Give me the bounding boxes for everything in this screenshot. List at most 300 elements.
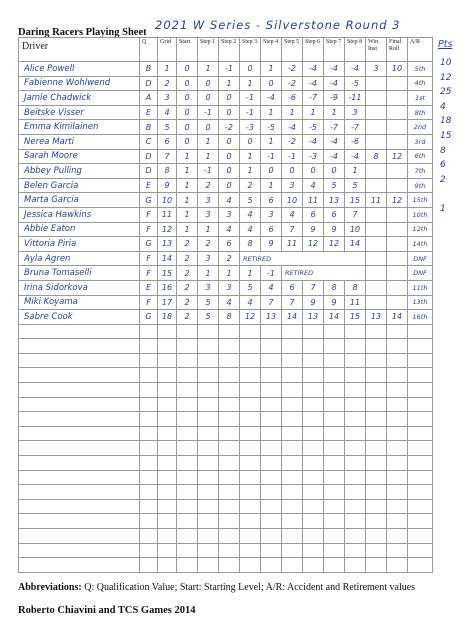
- empty-cell: [303, 543, 324, 558]
- table-cell: 12: [240, 310, 261, 325]
- empty-cell: [219, 412, 240, 427]
- points-value: 10: [440, 58, 452, 68]
- empty-cell: [303, 397, 324, 412]
- driver-name: Miki Koyama: [19, 295, 140, 310]
- table-cell: 2: [198, 178, 219, 193]
- empty-cell: [282, 456, 303, 471]
- table-cell: 14: [387, 310, 408, 325]
- table-cell: [387, 295, 408, 310]
- empty-cell: [177, 499, 198, 514]
- driver-name: Jamie Chadwick: [19, 91, 140, 106]
- table-cell: 2: [177, 295, 198, 310]
- table-cell: -5: [345, 76, 366, 91]
- table-cell: 3: [219, 280, 240, 295]
- empty-cell: [387, 470, 408, 485]
- empty-cell: [19, 558, 140, 573]
- table-cell: [366, 164, 387, 179]
- empty-cell: [303, 499, 324, 514]
- empty-cell: [303, 324, 324, 339]
- empty-cell: [158, 485, 177, 500]
- empty-cell: [324, 499, 345, 514]
- empty-cell: [345, 397, 366, 412]
- empty-cell: [345, 426, 366, 441]
- empty-cell: [282, 412, 303, 427]
- table-cell: 5th: [408, 62, 433, 77]
- points-value: 18: [440, 116, 452, 127]
- table-cell: 16th: [408, 310, 433, 325]
- empty-cell: [240, 441, 261, 456]
- table-cell: 1: [345, 164, 366, 179]
- empty-cell: [366, 383, 387, 398]
- empty-cell: [282, 529, 303, 544]
- empty-cell: [387, 383, 408, 398]
- table-row: [19, 295, 433, 310]
- empty-cell: [366, 529, 387, 544]
- empty-row: [19, 514, 433, 529]
- column-header: Step 7: [324, 38, 345, 62]
- driver-name: Bruna Tomaselli: [19, 266, 140, 281]
- table-cell: 16: [158, 280, 177, 295]
- table-cell: 0: [198, 76, 219, 91]
- empty-cell: [219, 353, 240, 368]
- table-cell: 3: [366, 62, 387, 77]
- empty-cell: [158, 368, 177, 383]
- empty-cell: [198, 324, 219, 339]
- empty-cell: [387, 368, 408, 383]
- empty-cell: [387, 558, 408, 573]
- empty-cell: [240, 339, 261, 354]
- empty-cell: [240, 383, 261, 398]
- table-cell: 14: [324, 310, 345, 325]
- table-row: [19, 62, 433, 77]
- empty-cell: [345, 353, 366, 368]
- table-cell: 13: [261, 310, 282, 325]
- table-cell: 15th: [408, 193, 433, 208]
- empty-cell: [240, 514, 261, 529]
- empty-cell: [198, 529, 219, 544]
- points-value: 6: [440, 160, 446, 171]
- column-header: Step 3: [240, 38, 261, 62]
- empty-cell: [303, 441, 324, 456]
- table-cell: -3: [240, 120, 261, 135]
- table-cell: 15: [345, 193, 366, 208]
- empty-cell: [240, 426, 261, 441]
- table-cell: F: [140, 251, 158, 266]
- table-row: [19, 134, 433, 149]
- empty-cell: [303, 412, 324, 427]
- empty-cell: [19, 529, 140, 544]
- empty-cell: [345, 383, 366, 398]
- retired-note: RETIRED: [282, 266, 366, 281]
- empty-cell: [140, 558, 158, 573]
- empty-cell: [140, 383, 158, 398]
- empty-cell: [140, 368, 158, 383]
- handwritten-race-title: 2021 W Series - Silverstone Round 3: [155, 18, 401, 32]
- table-cell: 12th: [408, 222, 433, 237]
- empty-cell: [345, 514, 366, 529]
- table-cell: -1: [240, 105, 261, 120]
- table-cell: 1: [177, 164, 198, 179]
- empty-cell: [366, 324, 387, 339]
- table-cell: B: [140, 62, 158, 77]
- empty-cell: [240, 412, 261, 427]
- empty-cell: [158, 353, 177, 368]
- empty-cell: [19, 368, 140, 383]
- empty-cell: [177, 441, 198, 456]
- empty-cell: [282, 485, 303, 500]
- empty-cell: [240, 456, 261, 471]
- empty-row: [19, 485, 433, 500]
- table-cell: 3rd: [408, 134, 433, 149]
- empty-cell: [140, 456, 158, 471]
- empty-cell: [408, 353, 433, 368]
- empty-cell: [240, 543, 261, 558]
- points-value: 25: [440, 87, 452, 98]
- empty-cell: [408, 558, 433, 573]
- empty-cell: [282, 426, 303, 441]
- empty-cell: [158, 514, 177, 529]
- table-cell: 11: [158, 207, 177, 222]
- table-cell: 5: [198, 310, 219, 325]
- empty-cell: [198, 543, 219, 558]
- table-cell: 3: [282, 178, 303, 193]
- table-cell: 1: [261, 62, 282, 77]
- table-row: [19, 222, 433, 237]
- table-cell: 0: [282, 164, 303, 179]
- table-cell: 8th: [408, 105, 433, 120]
- table-cell: 8: [345, 280, 366, 295]
- driver-name: Jessica Hawkins: [19, 207, 140, 222]
- table-row: [19, 164, 433, 179]
- empty-cell: [240, 529, 261, 544]
- table-cell: 12: [303, 237, 324, 252]
- table-cell: E: [140, 178, 158, 193]
- empty-cell: [140, 426, 158, 441]
- table-cell: -4: [345, 149, 366, 164]
- driver-name: Alice Powell: [19, 62, 140, 77]
- table-cell: 6: [303, 207, 324, 222]
- empty-cell: [140, 324, 158, 339]
- table-cell: -3: [303, 149, 324, 164]
- table-cell: -4: [261, 91, 282, 106]
- empty-cell: [366, 514, 387, 529]
- empty-cell: [387, 353, 408, 368]
- empty-cell: [177, 543, 198, 558]
- points-value: 8: [440, 145, 446, 156]
- table-cell: 0: [177, 62, 198, 77]
- empty-cell: [261, 470, 282, 485]
- empty-cell: [345, 339, 366, 354]
- table-row: [19, 76, 433, 91]
- empty-cell: [366, 543, 387, 558]
- empty-cell: [282, 397, 303, 412]
- table-cell: 18: [158, 310, 177, 325]
- table-cell: 1: [240, 149, 261, 164]
- column-header: Step 4: [261, 38, 282, 62]
- driver-name: Marta Garcia: [19, 193, 140, 208]
- table-cell: 2: [177, 280, 198, 295]
- empty-cell: [408, 397, 433, 412]
- table-cell: 4: [219, 193, 240, 208]
- empty-cell: [345, 558, 366, 573]
- table-cell: 13th: [408, 295, 433, 310]
- empty-cell: [261, 426, 282, 441]
- table-cell: [366, 251, 387, 266]
- empty-cell: [261, 412, 282, 427]
- table-cell: [366, 91, 387, 106]
- empty-cell: [219, 368, 240, 383]
- empty-cell: [198, 514, 219, 529]
- table-cell: [387, 237, 408, 252]
- table-cell: -7: [345, 120, 366, 135]
- table-cell: 3: [198, 251, 219, 266]
- table-cell: 1: [261, 134, 282, 149]
- table-cell: [366, 76, 387, 91]
- empty-cell: [345, 485, 366, 500]
- empty-cell: [408, 324, 433, 339]
- driver-name: Emma Kimilainen: [19, 120, 140, 135]
- empty-cell: [177, 514, 198, 529]
- table-row: [19, 237, 433, 252]
- empty-cell: [158, 324, 177, 339]
- table-row: [19, 120, 433, 135]
- empty-cell: [324, 339, 345, 354]
- empty-cell: [198, 412, 219, 427]
- table-cell: 4: [303, 178, 324, 193]
- empty-cell: [19, 383, 140, 398]
- driver-name: Beitske Visser: [19, 105, 140, 120]
- empty-cell: [324, 353, 345, 368]
- table-cell: -1: [261, 149, 282, 164]
- table-cell: 12: [387, 149, 408, 164]
- table-cell: 4: [282, 207, 303, 222]
- table-cell: 1: [261, 105, 282, 120]
- table-cell: -6: [345, 134, 366, 149]
- empty-cell: [158, 543, 177, 558]
- table-cell: 6: [324, 207, 345, 222]
- table-cell: -11: [345, 91, 366, 106]
- table-cell: 7: [282, 295, 303, 310]
- table-cell: -6: [282, 91, 303, 106]
- empty-cell: [366, 368, 387, 383]
- empty-cell: [198, 456, 219, 471]
- empty-cell: [303, 383, 324, 398]
- empty-cell: [177, 324, 198, 339]
- table-cell: -4: [303, 76, 324, 91]
- table-cell: 4th: [408, 76, 433, 91]
- empty-cell: [219, 514, 240, 529]
- empty-cell: [261, 441, 282, 456]
- table-cell: 1: [177, 178, 198, 193]
- empty-cell: [177, 558, 198, 573]
- table-cell: 2nd: [408, 120, 433, 135]
- table-cell: 2: [177, 251, 198, 266]
- table-cell: 11: [303, 193, 324, 208]
- table-cell: 7: [261, 295, 282, 310]
- empty-cell: [261, 456, 282, 471]
- table-cell: 0: [177, 91, 198, 106]
- empty-cell: [140, 499, 158, 514]
- empty-cell: [408, 470, 433, 485]
- table-cell: [366, 237, 387, 252]
- table-cell: 7: [158, 149, 177, 164]
- empty-cell: [219, 499, 240, 514]
- empty-row: [19, 324, 433, 339]
- table-cell: -5: [261, 120, 282, 135]
- empty-cell: [158, 558, 177, 573]
- empty-cell: [282, 324, 303, 339]
- table-cell: 0: [219, 105, 240, 120]
- table-cell: 4: [240, 222, 261, 237]
- table-cell: 6: [219, 237, 240, 252]
- empty-cell: [282, 470, 303, 485]
- empty-cell: [324, 397, 345, 412]
- table-cell: 9th: [408, 178, 433, 193]
- empty-cell: [324, 470, 345, 485]
- table-cell: 5: [345, 178, 366, 193]
- table-cell: [366, 222, 387, 237]
- empty-cell: [261, 324, 282, 339]
- driver-name: Belen Garcia: [19, 178, 140, 193]
- empty-cell: [324, 514, 345, 529]
- table-cell: 14: [282, 310, 303, 325]
- abbreviations-note: [18, 582, 415, 593]
- empty-cell: [366, 426, 387, 441]
- empty-row: [19, 412, 433, 427]
- table-row: [19, 207, 433, 222]
- table-cell: 8: [158, 164, 177, 179]
- empty-cell: [240, 397, 261, 412]
- table-cell: 5: [158, 120, 177, 135]
- table-cell: 15: [158, 266, 177, 281]
- table-cell: 5: [240, 280, 261, 295]
- table-row: [19, 91, 433, 106]
- empty-cell: [345, 412, 366, 427]
- empty-cell: [408, 412, 433, 427]
- column-header: Win Inst: [366, 38, 387, 62]
- table-cell: -1: [261, 266, 282, 281]
- sheet-title: Daring Racers Playing Sheet: [18, 27, 147, 38]
- empty-cell: [387, 543, 408, 558]
- empty-cell: [19, 485, 140, 500]
- table-cell: D: [140, 76, 158, 91]
- empty-cell: [324, 368, 345, 383]
- empty-cell: [261, 485, 282, 500]
- table-cell: 5: [240, 193, 261, 208]
- table-cell: [366, 120, 387, 135]
- empty-cell: [19, 397, 140, 412]
- driver-name: Vittoria Piria: [19, 237, 140, 252]
- table-cell: [366, 295, 387, 310]
- empty-cell: [303, 339, 324, 354]
- empty-cell: [261, 543, 282, 558]
- empty-cell: [261, 383, 282, 398]
- table-cell: 9: [303, 295, 324, 310]
- points-header: Pts: [438, 39, 453, 50]
- table-cell: 1: [240, 164, 261, 179]
- table-cell: 0: [177, 120, 198, 135]
- empty-cell: [282, 514, 303, 529]
- empty-cell: [140, 514, 158, 529]
- table-cell: 4: [261, 280, 282, 295]
- table-cell: 2: [177, 237, 198, 252]
- table-cell: 13: [366, 310, 387, 325]
- column-header: Final Roll: [387, 38, 408, 62]
- table-cell: -4: [282, 120, 303, 135]
- empty-cell: [366, 397, 387, 412]
- empty-cell: [19, 412, 140, 427]
- table-cell: 8: [366, 149, 387, 164]
- table-cell: 12: [387, 193, 408, 208]
- table-cell: 1: [198, 62, 219, 77]
- table-cell: G: [140, 237, 158, 252]
- empty-row: [19, 558, 433, 573]
- table-cell: 9: [158, 178, 177, 193]
- empty-cell: [408, 383, 433, 398]
- table-cell: [387, 266, 408, 281]
- table-cell: 0: [324, 164, 345, 179]
- empty-cell: [261, 368, 282, 383]
- empty-cell: [158, 339, 177, 354]
- empty-cell: [303, 485, 324, 500]
- table-cell: -7: [324, 120, 345, 135]
- empty-cell: [198, 499, 219, 514]
- empty-cell: [19, 514, 140, 529]
- empty-cell: [366, 353, 387, 368]
- empty-cell: [408, 368, 433, 383]
- empty-cell: [282, 558, 303, 573]
- empty-cell: [219, 324, 240, 339]
- empty-cell: [387, 514, 408, 529]
- results-table: [18, 37, 433, 573]
- table-cell: 6: [261, 222, 282, 237]
- table-row: [19, 280, 433, 295]
- empty-row: [19, 456, 433, 471]
- table-cell: 4: [219, 295, 240, 310]
- empty-cell: [219, 558, 240, 573]
- table-cell: 14: [158, 251, 177, 266]
- empty-cell: [261, 558, 282, 573]
- table-row: [19, 178, 433, 193]
- table-cell: [366, 280, 387, 295]
- table-cell: -2: [282, 76, 303, 91]
- empty-cell: [303, 456, 324, 471]
- empty-cell: [177, 456, 198, 471]
- empty-cell: [240, 470, 261, 485]
- table-cell: 1st: [408, 91, 433, 106]
- empty-cell: [345, 368, 366, 383]
- table-cell: 2: [240, 178, 261, 193]
- driver-name: Abbie Eaton: [19, 222, 140, 237]
- table-cell: -4: [324, 62, 345, 77]
- empty-cell: [324, 543, 345, 558]
- table-cell: 1: [177, 207, 198, 222]
- empty-cell: [408, 441, 433, 456]
- empty-cell: [219, 383, 240, 398]
- table-cell: 1: [177, 222, 198, 237]
- table-cell: 3: [261, 207, 282, 222]
- table-cell: 0: [240, 62, 261, 77]
- table-cell: -4: [324, 134, 345, 149]
- empty-cell: [158, 499, 177, 514]
- table-cell: -4: [324, 149, 345, 164]
- empty-cell: [19, 441, 140, 456]
- table-cell: F: [140, 222, 158, 237]
- empty-cell: [198, 383, 219, 398]
- table-row: [19, 266, 433, 281]
- empty-cell: [282, 383, 303, 398]
- empty-cell: [19, 426, 140, 441]
